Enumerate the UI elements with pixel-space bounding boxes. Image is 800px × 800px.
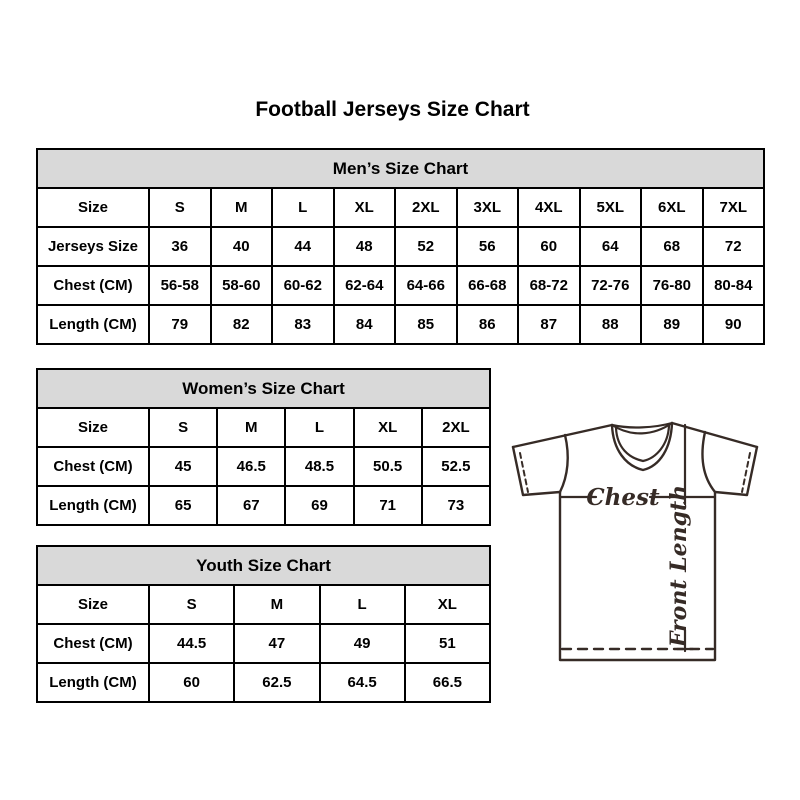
row-header-cell: Size xyxy=(37,408,149,447)
chest-label: Chest xyxy=(586,484,660,511)
size-header-cell: S xyxy=(149,408,217,447)
size-header-cell: XL xyxy=(405,585,490,624)
value-cell: 90 xyxy=(703,305,765,344)
jersey-left-shoulder-line xyxy=(513,425,612,447)
value-cell: 45 xyxy=(149,447,217,486)
value-cell: 72-76 xyxy=(580,266,642,305)
row-header-cell: Size xyxy=(37,585,149,624)
youth-table-title: Youth Size Chart xyxy=(37,546,490,585)
row-header-cell: Length (CM) xyxy=(37,486,149,525)
value-cell: 83 xyxy=(272,305,334,344)
value-cell: 58-60 xyxy=(211,266,273,305)
value-cell: 51 xyxy=(405,624,490,663)
youth-size-table xyxy=(36,545,491,703)
value-cell: 89 xyxy=(641,305,703,344)
size-header-cell: S xyxy=(149,188,211,227)
size-header-cell: 2XL xyxy=(395,188,457,227)
value-cell: 71 xyxy=(354,486,422,525)
value-cell: 56-58 xyxy=(149,266,211,305)
size-header-cell: 5XL xyxy=(580,188,642,227)
size-header-cell: XL xyxy=(334,188,396,227)
value-cell: 60-62 xyxy=(272,266,334,305)
value-cell: 60 xyxy=(518,227,580,266)
table-row xyxy=(37,305,764,344)
mens-table-title: Men’s Size Chart xyxy=(37,149,764,188)
row-header-cell: Chest (CM) xyxy=(37,266,149,305)
value-cell: 48 xyxy=(334,227,396,266)
value-cell: 60 xyxy=(149,663,234,702)
value-cell: 52.5 xyxy=(422,447,490,486)
value-cell: 64.5 xyxy=(320,663,405,702)
size-header-cell: L xyxy=(285,408,353,447)
size-header-cell: M xyxy=(234,585,319,624)
value-cell: 52 xyxy=(395,227,457,266)
value-cell: 80-84 xyxy=(703,266,765,305)
table-row xyxy=(37,266,764,305)
size-header-cell: M xyxy=(211,188,273,227)
row-header-cell: Length (CM) xyxy=(37,663,149,702)
value-cell: 73 xyxy=(422,486,490,525)
value-cell: 86 xyxy=(457,305,519,344)
size-header-cell: 2XL xyxy=(422,408,490,447)
value-cell: 82 xyxy=(211,305,273,344)
value-cell: 65 xyxy=(149,486,217,525)
table-row xyxy=(37,447,490,486)
table-row xyxy=(37,188,764,227)
value-cell: 62.5 xyxy=(234,663,319,702)
value-cell: 40 xyxy=(211,227,273,266)
row-header-cell: Size xyxy=(37,188,149,227)
value-cell: 44.5 xyxy=(149,624,234,663)
table-row xyxy=(37,408,490,447)
value-cell: 62-64 xyxy=(334,266,396,305)
value-cell: 36 xyxy=(149,227,211,266)
value-cell: 67 xyxy=(217,486,285,525)
value-cell: 64 xyxy=(580,227,642,266)
front-length-label: Front Length xyxy=(666,484,692,648)
jersey-diagram xyxy=(500,408,770,670)
value-cell: 48.5 xyxy=(285,447,353,486)
size-header-cell: L xyxy=(320,585,405,624)
jersey-left-armhole-seam xyxy=(560,435,568,492)
value-cell: 88 xyxy=(580,305,642,344)
row-header-cell: Length (CM) xyxy=(37,305,149,344)
size-header-cell: S xyxy=(149,585,234,624)
value-cell: 66-68 xyxy=(457,266,519,305)
row-header-cell: Jerseys Size xyxy=(37,227,149,266)
value-cell: 64-66 xyxy=(395,266,457,305)
value-cell: 50.5 xyxy=(354,447,422,486)
value-cell: 49 xyxy=(320,624,405,663)
table-row xyxy=(37,585,490,624)
value-cell: 84 xyxy=(334,305,396,344)
jersey-right-armhole-seam xyxy=(702,432,715,492)
row-header-cell: Chest (CM) xyxy=(37,624,149,663)
table-row xyxy=(37,227,764,266)
size-header-cell: L xyxy=(272,188,334,227)
size-header-cell: 3XL xyxy=(457,188,519,227)
value-cell: 85 xyxy=(395,305,457,344)
womens-table-title: Women’s Size Chart xyxy=(37,369,490,408)
value-cell: 72 xyxy=(703,227,765,266)
row-header-cell: Chest (CM) xyxy=(37,447,149,486)
mens-size-table xyxy=(36,148,765,345)
size-header-cell: 7XL xyxy=(703,188,765,227)
table-row xyxy=(37,624,490,663)
size-header-cell: 4XL xyxy=(518,188,580,227)
value-cell: 76-80 xyxy=(641,266,703,305)
value-cell: 46.5 xyxy=(217,447,285,486)
womens-size-table xyxy=(36,368,491,526)
value-cell: 66.5 xyxy=(405,663,490,702)
value-cell: 79 xyxy=(149,305,211,344)
value-cell: 68 xyxy=(641,227,703,266)
table-row xyxy=(37,486,490,525)
table-row xyxy=(37,663,490,702)
size-header-cell: 6XL xyxy=(641,188,703,227)
size-header-cell: M xyxy=(217,408,285,447)
value-cell: 87 xyxy=(518,305,580,344)
value-cell: 68-72 xyxy=(518,266,580,305)
value-cell: 56 xyxy=(457,227,519,266)
size-header-cell: XL xyxy=(354,408,422,447)
value-cell: 69 xyxy=(285,486,353,525)
jersey-collar-back-line xyxy=(612,423,672,427)
value-cell: 44 xyxy=(272,227,334,266)
page-title: Football Jerseys Size Chart xyxy=(255,98,530,121)
value-cell: 47 xyxy=(234,624,319,663)
